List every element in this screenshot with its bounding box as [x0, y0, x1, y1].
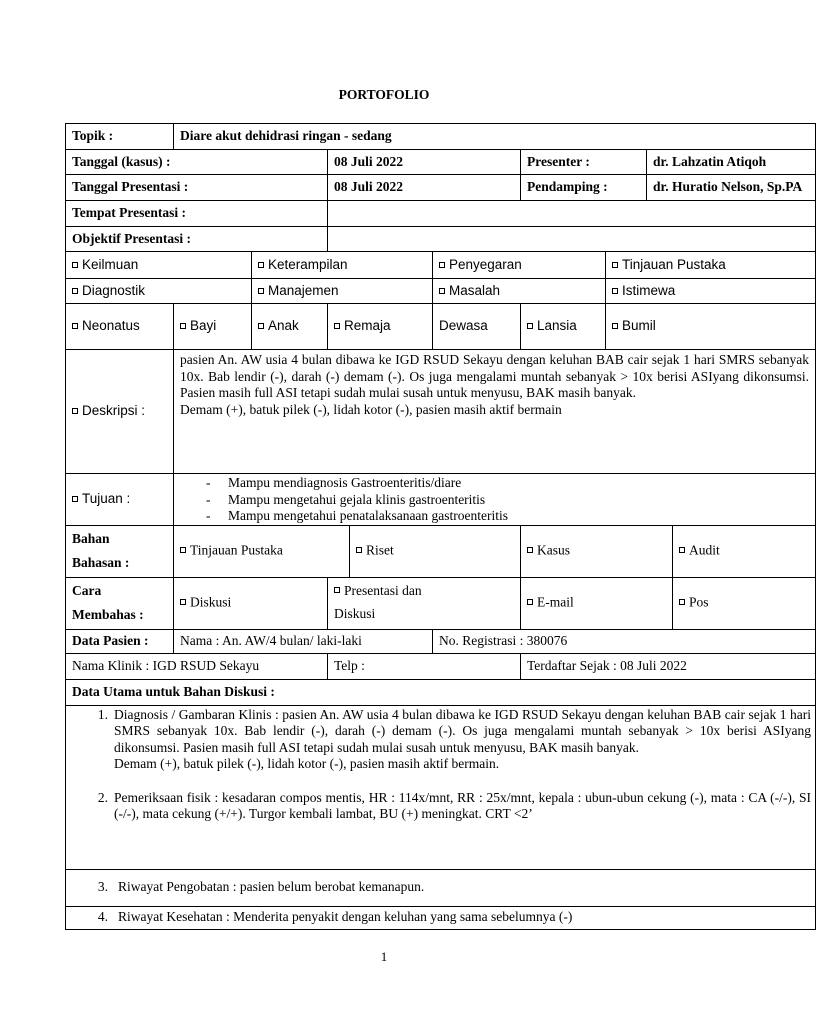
option-tinjauan-pustaka[interactable]: Tinjauan Pustaka — [606, 252, 816, 279]
option-presentasi-diskusi[interactable]: Presentasi dan Diskusi — [328, 577, 521, 629]
checkbox-icon — [334, 587, 340, 593]
checkbox-icon — [679, 547, 685, 553]
data-pasien-nama: Nama : An. AW/4 bulan/ laki-laki — [174, 629, 433, 653]
tujuan-value — [174, 474, 816, 526]
option-remaja[interactable]: Remaja — [328, 304, 433, 350]
checkbox-icon — [612, 288, 618, 294]
option-kasus[interactable]: Kasus — [521, 525, 673, 577]
tujuan-label: Tujuan : — [66, 474, 174, 526]
data-pasien-label: Data Pasien : — [66, 629, 174, 653]
terdaftar-sejak: Terdaftar Sejak : 08 Juli 2022 — [521, 653, 816, 679]
data-utama-item-4: 4. Riwayat Kesehatan : Menderita penyakit dengan keluhan yang sama sebelumnya (-) — [66, 906, 816, 929]
pendamping-value: dr. Huratio Nelson, Sp.PA — [647, 175, 816, 201]
deskripsi-paragraph: pasien An. AW usia 4 bulan dibawa ke IGD RSUD Sekayu dengan keluhan BAB cair sejak 1 hari SMRS sebanyak 10x. Bab lendir (-), darah (-) demam (-). Os juga mengalami muntah sebanyak > 10x berisi ASIyang dikonsumsi. Pasien masih full ASI tetapi sudah mulai susah untuk menyusu, BAK masih banyak. — [180, 352, 810, 400]
option-riset[interactable]: Riset — [350, 525, 521, 577]
checkbox-icon — [356, 547, 362, 553]
checkbox-icon — [258, 323, 264, 329]
option-bumil[interactable]: Bumil — [606, 304, 816, 350]
telp: Telp : — [328, 653, 521, 679]
checkbox-icon — [72, 262, 78, 268]
bahan-bahasan-label: Bahan Bahasan : — [66, 525, 174, 577]
page-number: 1 — [380, 949, 388, 964]
option-bayi[interactable]: Bayi — [174, 304, 252, 350]
option-diskusi[interactable]: Diskusi — [174, 577, 328, 629]
checkbox-icon — [72, 288, 78, 294]
checkbox-icon — [180, 547, 186, 553]
checkbox-icon — [527, 547, 533, 553]
data-utama-items — [66, 705, 816, 869]
option-neonatus[interactable]: Neonatus — [66, 304, 174, 350]
list-item: 1. Diagnosis / Gambaran Klinis : pasien An. AW usia 4 bulan dibawa ke IGD RSUD Sekayu dengan keluhan BAB cair sejak 1 hari SMRS sebanyak 10x. Bab lendir (-), darah (-) demam (-). Os juga mengalami muntah sebanyak > 10x berisi ASIyang dikonsumsi. Pasien masih full ASI tetapi sudah mulai susah untuk menyusu, BAK masih banyak. Demam (+), batuk pilek (-), lidah kotor (-), pasien masih aktif bermain. — [97, 706, 812, 771]
pendamping-label: Pendamping : — [521, 175, 647, 201]
checkbox-icon — [439, 288, 445, 294]
option-manajemen[interactable]: Manajemen — [252, 279, 433, 304]
portfolio-form-table — [65, 123, 816, 930]
option-anak[interactable]: Anak — [252, 304, 328, 350]
deskripsi-value — [174, 350, 816, 474]
checkbox-icon — [258, 262, 264, 268]
option-istimewa[interactable]: Istimewa — [606, 279, 816, 304]
tanggal-presentasi-label: Tanggal Presentasi : — [66, 175, 328, 201]
list-item: - Mampu mendiagnosis Gastroenteritis/diare — [206, 475, 809, 492]
option-masalah[interactable]: Masalah — [433, 279, 606, 304]
tanggal-kasus-value: 08 Juli 2022 — [328, 150, 521, 175]
deskripsi-label: Deskripsi : — [66, 350, 174, 474]
tanggal-kasus-label: Tanggal (kasus) : — [66, 150, 328, 175]
option-bahan-tinjauan-pustaka[interactable]: Tinjauan Pustaka — [174, 525, 350, 577]
list-item: - Mampu mengetahui gejala klinis gastroenteritis — [206, 492, 809, 509]
checkbox-icon — [612, 262, 618, 268]
presenter-label: Presenter : — [521, 150, 647, 175]
checkbox-icon — [527, 323, 533, 329]
list-item: 2. Pemeriksaan fisik : kesadaran compos mentis, HR : 114x/mnt, RR : 25x/mnt, kepala : ubun-ubun cekung (-), mata : CA (-/-), SI (-/-), mata cekung (+/+). Turgor kembali lambat, BU (+) meningkat. CRT <2’ — [97, 789, 812, 821]
option-lansia[interactable]: Lansia — [521, 304, 606, 350]
tanggal-presentasi-value: 08 Juli 2022 — [328, 175, 521, 201]
objektif-presentasi-value — [328, 227, 816, 252]
topik-label: Topik : — [66, 124, 174, 150]
cara-membahas-label: Cara Membahas : — [66, 577, 174, 629]
objektif-presentasi-label: Objektif Presentasi : — [66, 227, 328, 252]
presenter-value: dr. Lahzatin Atiqoh — [647, 150, 816, 175]
page-title: PORTOFOLIO — [338, 87, 430, 102]
option-pos[interactable]: Pos — [673, 577, 816, 629]
checkbox-icon — [334, 323, 340, 329]
option-diagnostik[interactable]: Diagnostik — [66, 279, 252, 304]
tempat-presentasi-label: Tempat Presentasi : — [66, 201, 328, 227]
option-keilmuan[interactable]: Keilmuan — [66, 252, 252, 279]
checkbox-icon — [258, 288, 264, 294]
option-keterampilan[interactable]: Keterampilan — [252, 252, 433, 279]
tempat-presentasi-value — [328, 201, 816, 227]
data-utama-label: Data Utama untuk Bahan Diskusi : — [66, 679, 816, 705]
option-audit[interactable]: Audit — [673, 525, 816, 577]
checkbox-icon — [72, 408, 78, 414]
deskripsi-paragraph: Demam (+), batuk pilek (-), lidah kotor (-), pasien masih aktif bermain — [180, 401, 562, 417]
data-pasien-registrasi: No. Registrasi : 380076 — [433, 629, 816, 653]
option-penyegaran[interactable]: Penyegaran — [433, 252, 606, 279]
option-dewasa[interactable]: Dewasa — [433, 304, 521, 350]
topik-value: Diare akut dehidrasi ringan - sedang — [174, 124, 816, 150]
list-item: - Mampu mengetahui penatalaksanaan gastroenteritis — [206, 508, 809, 525]
checkbox-icon — [72, 496, 78, 502]
checkbox-icon — [679, 599, 685, 605]
checkbox-icon — [72, 323, 78, 329]
checkbox-icon — [180, 599, 186, 605]
checkbox-icon — [439, 262, 445, 268]
data-utama-item-3: 3. Riwayat Pengobatan : pasien belum berobat kemanapun. — [66, 869, 816, 906]
checkbox-icon — [180, 323, 186, 329]
option-email[interactable]: E-mail — [521, 577, 673, 629]
checkbox-icon — [612, 323, 618, 329]
checkbox-icon — [527, 599, 533, 605]
nama-klinik: Nama Klinik : IGD RSUD Sekayu — [66, 653, 328, 679]
